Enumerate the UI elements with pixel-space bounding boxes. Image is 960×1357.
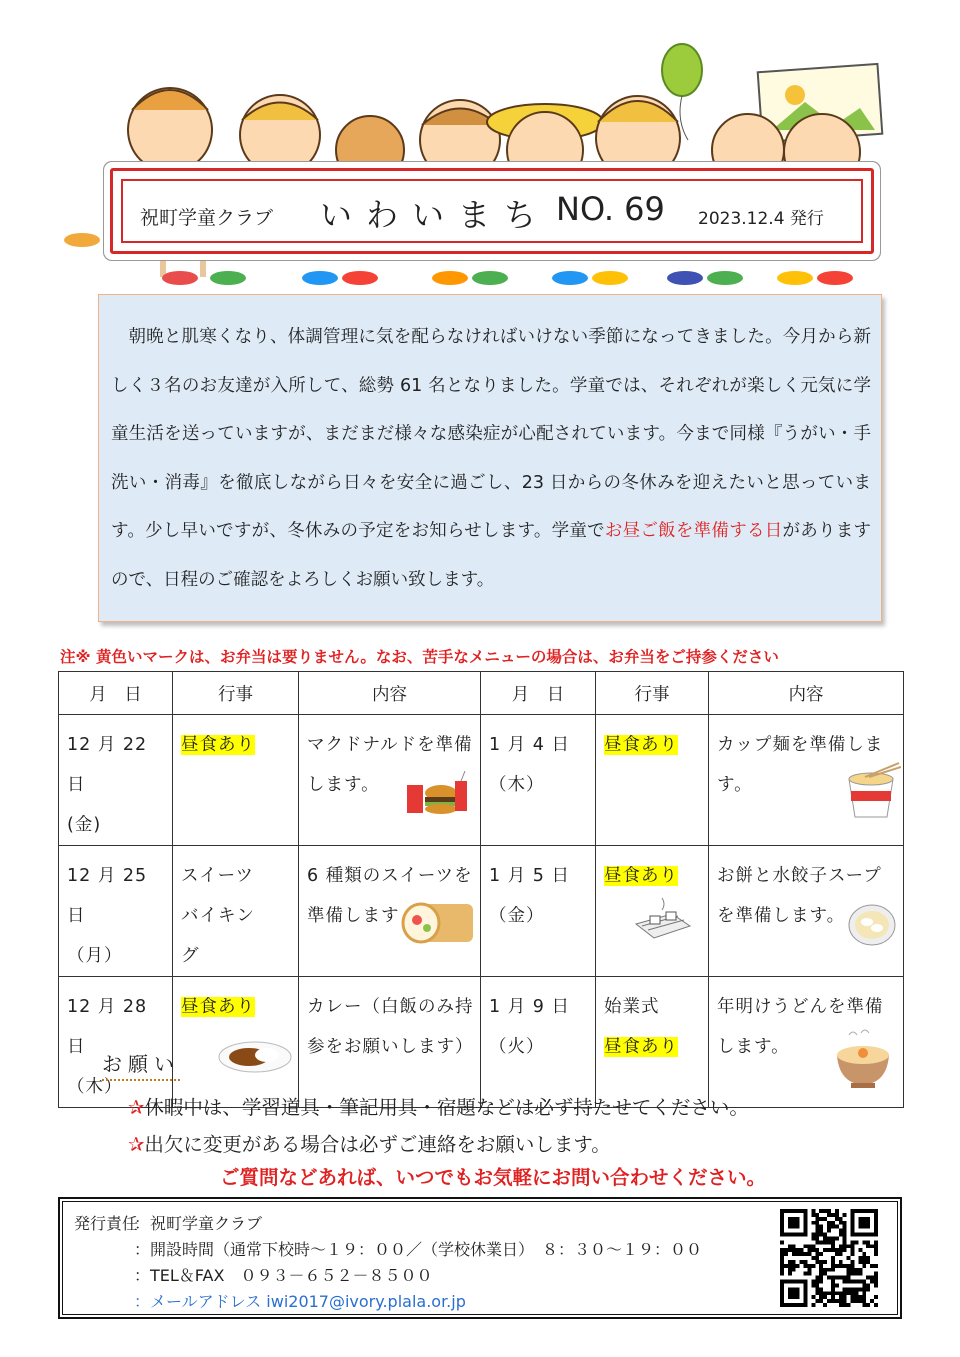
- intro-text: 朝晩と肌寒くなり、体調管理に気を配らなければいけない季節になってきました。今月から新しく３名のお友達が入所して、総勢 61 名となりました。学童では、それぞれが楽しく元気に学童生活を送っていますが、まだまだ様々な感染症が心配されています。今まで同様『うがい・手洗い・消毒』を徹底しながら日々を安全に過ごし、23 日からの冬休みを迎えたいと思っています。少し早いですが、冬休みの予定をお知らせします。学童でお昼ご飯を準備する日がありますので、日程のご確認をよろしくお願い致します。: [111, 327, 871, 590]
- dumpling-soup-icon: [847, 902, 897, 948]
- date-cell: 1 月 4 日 （木）: [481, 715, 596, 846]
- header-event: 行事: [173, 672, 299, 715]
- mochi-grill-icon: [632, 896, 692, 946]
- lunch-badge: 昼食あり: [604, 735, 678, 755]
- cup-noodle-icon: [841, 761, 901, 819]
- issue-date: 2023.12.4 発行: [698, 209, 824, 229]
- header-content: 内容: [299, 672, 481, 715]
- qr-code-icon[interactable]: [780, 1209, 878, 1307]
- event-cell: [596, 846, 709, 977]
- date-cell: 12 月 25 日 （月）: [59, 846, 173, 977]
- intro-box: [98, 294, 882, 622]
- lunch-badge: 昼食あり: [604, 866, 678, 886]
- lunch-badge: 昼食あり: [604, 1037, 678, 1057]
- event-cell: [173, 977, 299, 1108]
- lunch-badge: 昼食あり: [181, 735, 255, 755]
- content-cell: カップ麺を準備します。: [709, 715, 904, 846]
- table-row: [59, 977, 904, 1108]
- date-cell: 12 月 28 日 （木）: [59, 977, 173, 1108]
- lunch-badge: 昼食あり: [181, 997, 255, 1017]
- publisher-label: 発行責任: [74, 1214, 139, 1233]
- star-icon: ✰: [128, 1133, 145, 1156]
- intro-highlight: お昼ご飯を準備する日: [604, 521, 783, 541]
- date-cell: 12 月 22 日 (金): [59, 715, 173, 846]
- content-cell: カレー（白飯のみ持参をお願いします）: [299, 977, 481, 1108]
- email-address[interactable]: ：メールアドレス iwi2017@ivory.plala.or.jp: [134, 1292, 466, 1311]
- header-date: 月 日: [481, 672, 596, 715]
- table-row: [59, 715, 904, 846]
- burger-icon: [405, 771, 469, 817]
- closing-message: ご質問などあれば、いつでもお気軽にお問い合わせください。: [220, 1166, 767, 1189]
- content-cell: お餅と水餃子スープを準備します。: [709, 846, 904, 977]
- request-item: ✰休暇中は、学習道具・筆記用具・宿題などは必ず持たせてください。: [128, 1096, 749, 1119]
- event-label: スイーツバイキング: [181, 866, 255, 966]
- event-cell: [173, 715, 299, 846]
- event-cell: [596, 715, 709, 846]
- header-event: 行事: [596, 672, 709, 715]
- star-icon: ✰: [128, 1096, 145, 1119]
- roll-cake-icon: [399, 898, 475, 950]
- requests-heading: お願い: [102, 1048, 180, 1081]
- date-cell: 1 月 5 日 （金）: [481, 846, 596, 977]
- publisher-info-box: [58, 1197, 902, 1319]
- date-cell: 1 月 9 日 （火）: [481, 977, 596, 1108]
- event-label: 始業式: [604, 997, 660, 1017]
- event-cell: [173, 846, 299, 977]
- tel-fax: ：TEL＆FAX ０９３－６５２－８５００: [134, 1266, 433, 1285]
- content-cell: マクドナルドを準備します。: [299, 715, 481, 846]
- lunch-note: 注※ 黄色いマークは、お弁当は要りません。なお、苦手なメニューの場合は、お弁当をご持参ください: [60, 648, 779, 666]
- newsletter-title: いわいまち: [320, 196, 551, 234]
- content-cell: 6 種類のスイーツを準備します: [299, 846, 481, 977]
- request-item: ✰出欠に変更がある場合は必ずご連絡をお願いします。: [128, 1133, 611, 1156]
- udon-bowl-icon: [833, 1027, 893, 1091]
- event-cell: [596, 977, 709, 1108]
- header-content: 内容: [709, 672, 904, 715]
- header-date: 月 日: [59, 672, 173, 715]
- curry-icon: [217, 1039, 293, 1075]
- opening-hours: ：開設時間（通常下校時〜１９：００／（学校休業日） ８：３０〜１９：００: [134, 1240, 703, 1259]
- issue-number: NO. 69: [556, 190, 665, 228]
- schedule-table: [58, 671, 904, 1108]
- table-row: [59, 846, 904, 977]
- table-header-row: [59, 672, 904, 715]
- club-name: 祝町学童クラブ: [140, 207, 274, 229]
- publisher-name: ：祝町学童クラブ: [134, 1214, 263, 1233]
- content-cell: 年明けうどんを準備します。: [709, 977, 904, 1108]
